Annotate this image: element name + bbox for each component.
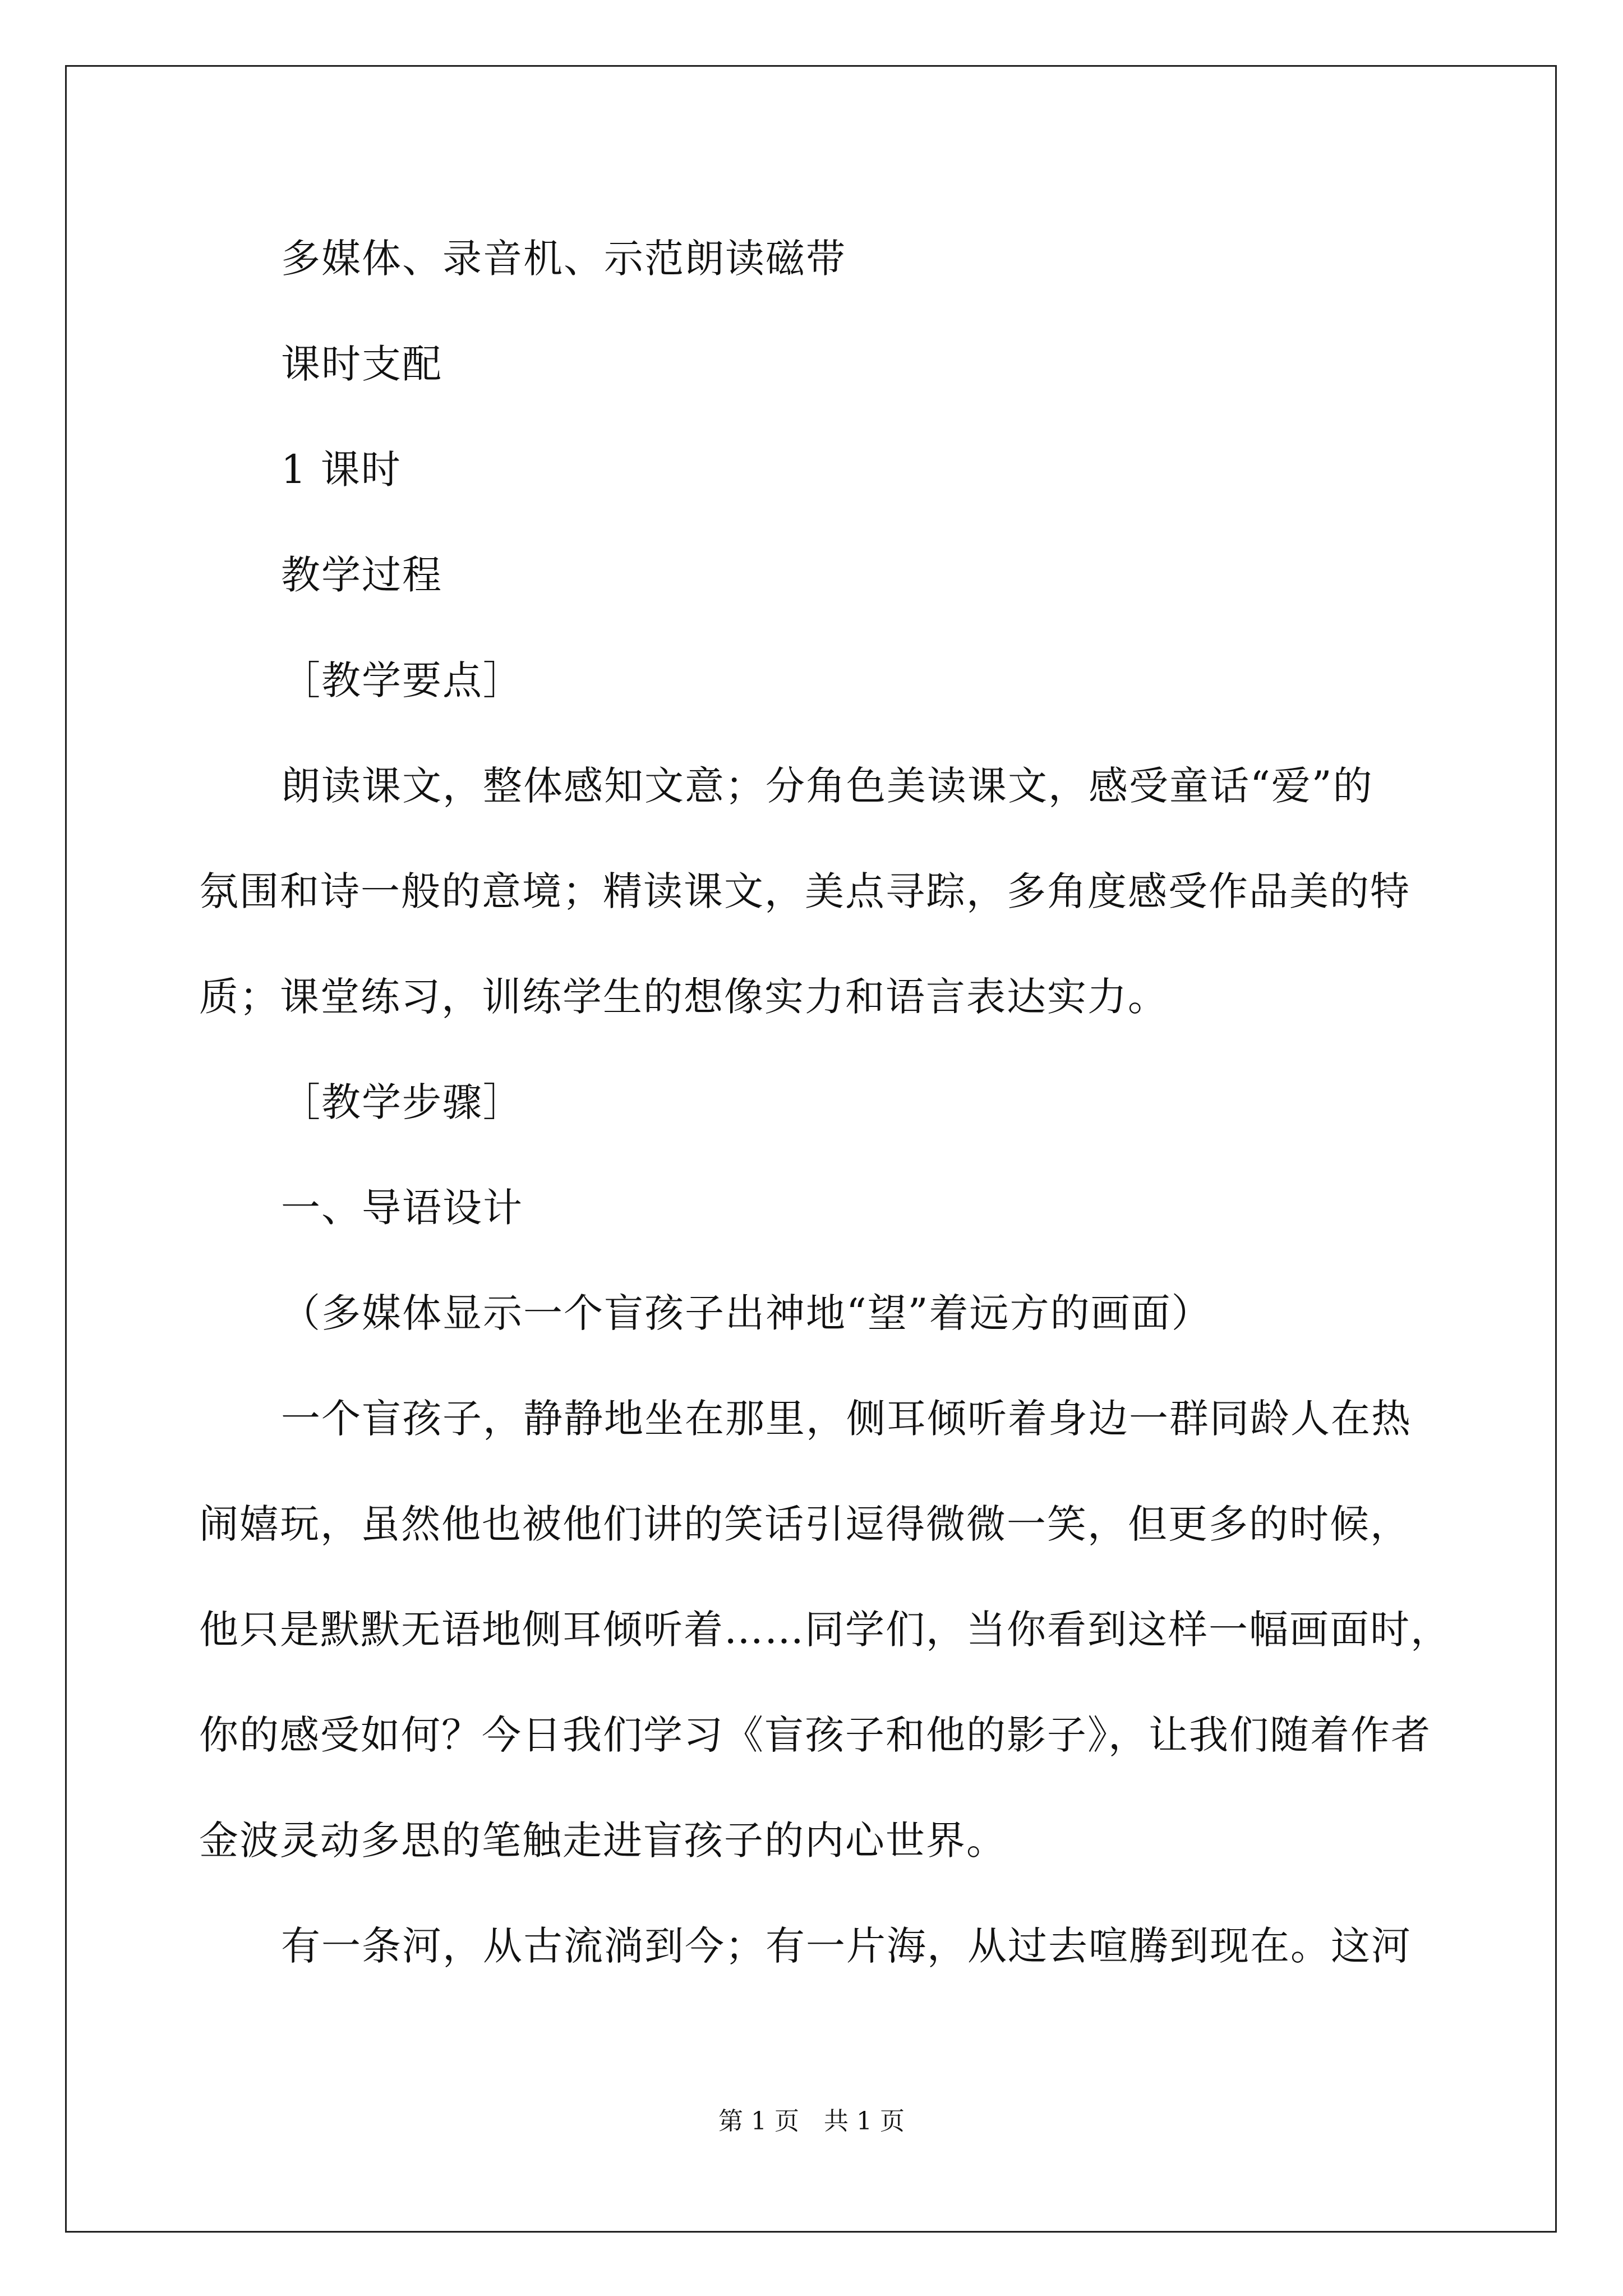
paragraph-class-count: 1 课时 xyxy=(281,447,402,493)
heading-class-schedule: 课时支配 xyxy=(281,341,442,387)
heading-intro-design: 一、导语设计 xyxy=(281,1185,523,1231)
teaching-points-line-1: 朗读课文，整体感知文意；分角色美读课文，感受童话“爱”的 xyxy=(281,763,1373,809)
paragraph-media-note: （多媒体显示一个盲孩子出神地“望”着远方的画面） xyxy=(281,1290,1212,1336)
intro-line-2: 闹嬉玩，虽然他也被他们讲的笑话引逗得微微一笑，但更多的时候， xyxy=(199,1501,1410,1547)
paragraph-materials: 多媒体、录音机、示范朗读磁带 xyxy=(281,236,846,282)
intro-line-1: 一个盲孩子，静静地坐在那里，侧耳倾听着身边一群同龄人在热 xyxy=(281,1396,1412,1442)
paragraph-river-sea: 有一条河，从古流淌到今；有一片海，从过去喧腾到现在。这河 xyxy=(281,1923,1412,1969)
intro-line-3: 他只是默默无语地侧耳倾听着……同学们，当你看到这样一幅画面时， xyxy=(199,1607,1451,1653)
teaching-points-line-3: 质；课堂练习，训练学生的想像实力和语言表达实力。 xyxy=(199,974,1168,1020)
total-pages: 共 1 页 xyxy=(824,2107,905,2136)
heading-teaching-process: 教学过程 xyxy=(281,552,442,598)
heading-teaching-points: ［教学要点］ xyxy=(281,657,523,703)
page-footer xyxy=(0,2105,1623,2138)
heading-teaching-steps: ［教学步骤］ xyxy=(281,1079,523,1125)
intro-line-4: 你的感受如何？今日我们学习《盲孩子和他的影子》，让我们随着作者 xyxy=(199,1712,1431,1758)
intro-line-5: 金波灵动多思的笔触走进盲孩子的内心世界。 xyxy=(199,1818,1007,1864)
teaching-points-line-2: 氛围和诗一般的意境；精读课文，美点寻踪，多角度感受作品美的特 xyxy=(199,868,1410,914)
page-number: 第 1 页 xyxy=(718,2107,799,2136)
document-body xyxy=(199,206,1451,1999)
